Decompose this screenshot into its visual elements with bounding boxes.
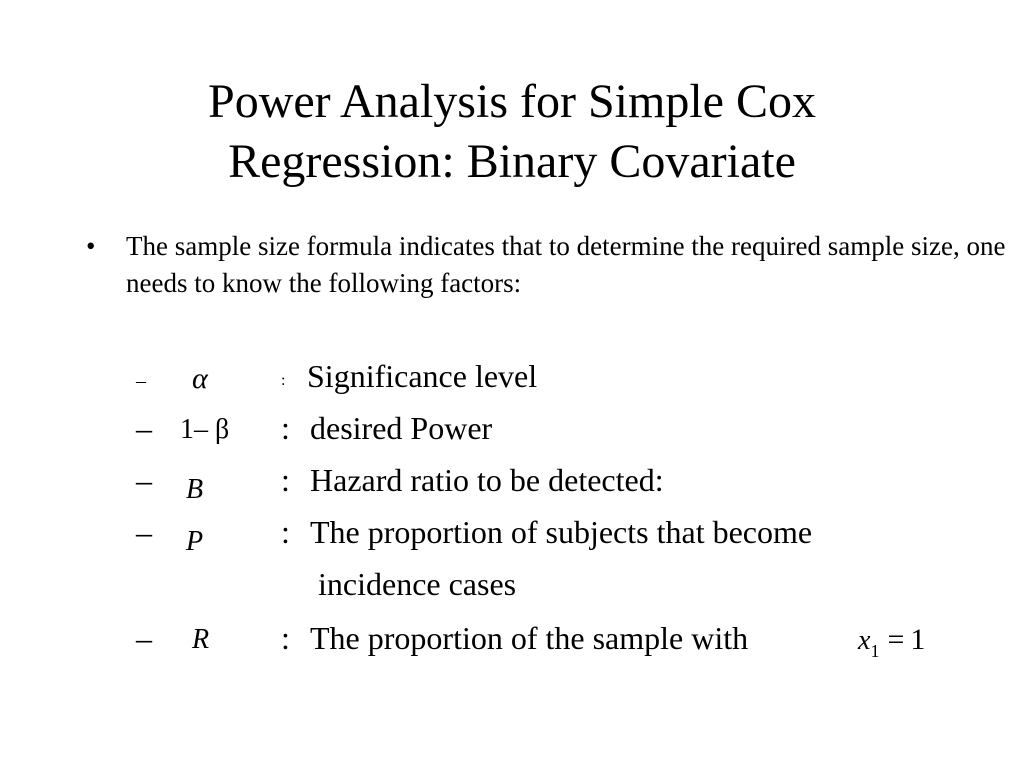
factor-row-continuation bbox=[0, 566, 1024, 618]
inline-math-x1-equals-1 bbox=[858, 620, 926, 661]
math-equals: = bbox=[887, 623, 905, 656]
factor-description: Significance level bbox=[307, 358, 538, 394]
bullet-text: The sample size formula indicates that to determine the required sample size, one needs to know the following factors: bbox=[126, 231, 1006, 298]
factor-colon: : bbox=[281, 372, 286, 389]
factor-symbol-alpha: α bbox=[192, 362, 208, 395]
factor-dash: – bbox=[136, 514, 152, 550]
factor-symbol-b: B bbox=[186, 474, 204, 505]
title-line-2: Regression: Binary Covariate bbox=[228, 135, 796, 188]
math-value: 1 bbox=[910, 623, 926, 656]
factor-symbol-r: R bbox=[192, 624, 210, 655]
factor-description: desired Power bbox=[310, 410, 493, 446]
bullet-marker: • bbox=[86, 231, 96, 261]
factor-description: The proportion of subjects that become bbox=[310, 514, 813, 550]
slide-title bbox=[0, 72, 1024, 192]
factor-symbol-p: P bbox=[186, 526, 204, 557]
factor-description-continuation: incidence cases bbox=[318, 566, 517, 602]
factor-dash: – bbox=[136, 410, 152, 446]
factor-row-sample-proportion bbox=[0, 620, 1024, 672]
factor-row-hazard bbox=[0, 462, 1024, 514]
title-line-1: Power Analysis for Simple Cox bbox=[208, 75, 816, 128]
factor-description: Hazard ratio to be detected: bbox=[310, 462, 664, 498]
factor-symbol-one-minus-beta: 1– β bbox=[180, 414, 230, 445]
math-variable: x bbox=[858, 625, 871, 656]
factor-row-power bbox=[0, 410, 1024, 462]
factor-colon: : bbox=[281, 514, 290, 550]
factor-colon: : bbox=[281, 462, 290, 498]
factor-dash: – bbox=[136, 462, 152, 498]
math-subscript: 1 bbox=[870, 641, 880, 661]
factor-dash: – bbox=[136, 620, 152, 656]
factor-colon: : bbox=[281, 410, 290, 446]
factor-colon: : bbox=[281, 620, 290, 656]
factor-description: The proportion of the sample with bbox=[310, 620, 749, 656]
factor-dash: – bbox=[136, 370, 146, 392]
factor-row-proportion-incidence bbox=[0, 514, 1024, 566]
factor-row-alpha bbox=[0, 358, 1024, 410]
